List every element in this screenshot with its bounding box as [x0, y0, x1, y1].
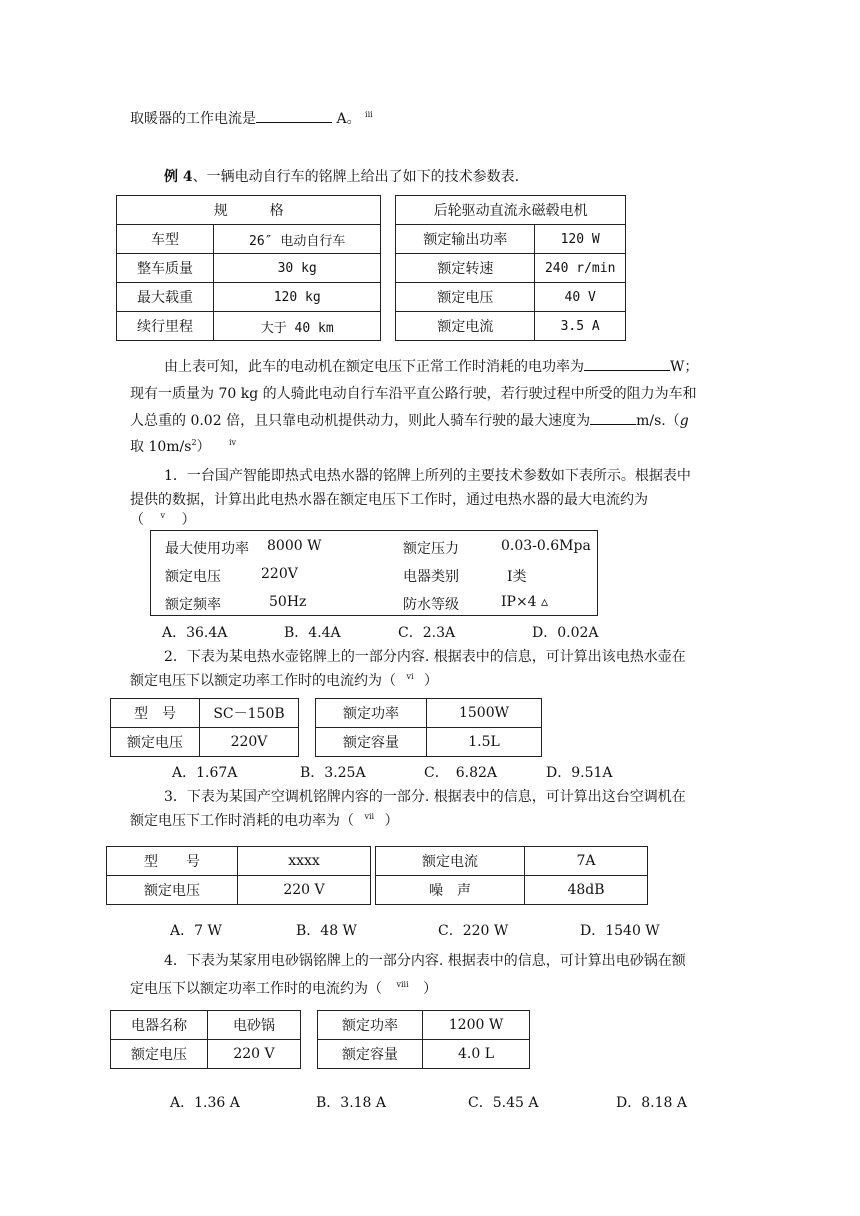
- spec-label: 电器类别: [403, 569, 459, 585]
- table-cell: 额定功率: [316, 699, 427, 728]
- example-label: 例 4: [164, 169, 193, 185]
- ex4-para-line2: [130, 383, 697, 403]
- table-header-right: 后轮驱动直流永磁毂电机: [396, 196, 626, 225]
- table-cell: 额定电流: [396, 312, 535, 341]
- superscript: 2: [191, 438, 197, 447]
- top-line: [130, 108, 373, 128]
- question-text: 定电压下以额定功率工作时的电流约为（: [130, 981, 382, 997]
- table-cell: 额定容量: [318, 1040, 423, 1069]
- spec-value: 0.03-0.6Mpa: [501, 538, 591, 554]
- table-cell: 额定功率: [318, 1011, 423, 1040]
- para-text: m/s.（: [636, 413, 680, 429]
- spec-label: 额定电压: [165, 569, 221, 585]
- table-cell: 120 kg: [214, 283, 381, 312]
- endnote-marker: iii: [365, 110, 373, 119]
- table-cell: 型 号: [107, 847, 238, 876]
- para-text: g: [679, 413, 689, 429]
- table-cell: 1500W: [427, 699, 542, 728]
- paren: ）: [423, 981, 438, 997]
- table-cell: 220 V: [208, 1040, 301, 1069]
- aircon-spec-table: [106, 846, 648, 905]
- option-c[interactable]: C．2.3A: [398, 625, 456, 641]
- para-text: ）: [196, 439, 211, 455]
- option-c[interactable]: C．5.45 A: [468, 1095, 539, 1111]
- ex4-para-line3: [130, 410, 689, 430]
- table-cell: 30 kg: [214, 254, 381, 283]
- table-cell: 40 V: [535, 283, 626, 312]
- kettle-spec-table: [110, 698, 542, 757]
- table-divider: [301, 1040, 318, 1069]
- table-cell: 噪 声: [376, 876, 525, 905]
- option-a[interactable]: A．1.67A: [172, 765, 238, 781]
- answer-blank: [590, 410, 636, 425]
- table-cell: 120 W: [535, 225, 626, 254]
- table-header-left: 规 格: [117, 196, 381, 225]
- table-cell: SC－150B: [200, 699, 299, 728]
- option-d[interactable]: D．0.02A: [532, 625, 599, 641]
- option-c[interactable]: C．220 W: [438, 923, 509, 939]
- spec-label: 额定频率: [165, 597, 221, 613]
- table-cell: 额定电压: [111, 1040, 208, 1069]
- table-divider: [381, 225, 396, 254]
- table-cell: 额定电压: [396, 283, 535, 312]
- option-a[interactable]: A．7 W: [170, 923, 222, 939]
- top-line-unit: A。: [336, 111, 361, 127]
- table-row: [111, 1011, 530, 1040]
- table-row: [117, 283, 626, 312]
- table-row: [107, 876, 648, 905]
- spec-label: 最大使用功率: [165, 541, 249, 557]
- q4-line2: [130, 978, 437, 998]
- option-b[interactable]: B．4.4A: [284, 625, 341, 641]
- water-heater-spec-box: [150, 530, 598, 616]
- example-text: 、一辆电动自行车的铭牌上给出了如下的技术参数表.: [192, 169, 520, 185]
- table-cell: 型 号: [111, 699, 200, 728]
- table-cell: 额定输出功率: [396, 225, 535, 254]
- table-row: [117, 225, 626, 254]
- paren: ）: [181, 512, 196, 528]
- table-cell: 3.5 A: [535, 312, 626, 341]
- q3-line1: 3．下表为某国产空调机铭牌内容的一部分. 根据表中的信息，可计算出这台空调机在: [164, 789, 686, 805]
- option-d[interactable]: D．9.51A: [546, 765, 613, 781]
- para-text: 现有一质量为 70 kg 的人骑此电动自行车沿平直公路行驶，若行驶过程中所受的阻力为车和: [130, 386, 697, 402]
- para-text: 人总重的 0.02 倍，且只靠电动机提供动力，则此人骑车行驶的最大速度为: [130, 413, 591, 429]
- table-cell: 电砂锅: [208, 1011, 301, 1040]
- table-divider: [299, 699, 316, 728]
- option-a[interactable]: A．1.36 A: [170, 1095, 240, 1111]
- table-cell: 额定电压: [107, 876, 238, 905]
- table-cell: 额定容量: [316, 728, 427, 757]
- table-cell: 车型: [117, 225, 214, 254]
- table-cell: 续行里程: [117, 312, 214, 341]
- table-row: [111, 699, 542, 728]
- table-cell: 大于 40 km: [214, 312, 381, 341]
- table-cell: 240 r/min: [535, 254, 626, 283]
- table-row: [107, 847, 648, 876]
- answer-blank: [584, 356, 670, 371]
- table-row: [117, 312, 626, 341]
- table-cell: 220 V: [238, 876, 371, 905]
- table-cell: 220V: [200, 728, 299, 757]
- table-divider: [381, 254, 396, 283]
- spec-value: IP×4 ▵: [501, 594, 549, 610]
- paren: （: [130, 512, 144, 528]
- question-text: 额定电压下以额定功率工作时的电流约为（: [130, 673, 396, 689]
- table-cell: 48dB: [525, 876, 648, 905]
- endnote-marker: viii: [396, 980, 409, 989]
- top-line-text: 取暖器的工作电流是: [130, 111, 256, 127]
- q2-line2: [130, 670, 438, 690]
- option-b[interactable]: B．3.25A: [300, 765, 366, 781]
- paren: ）: [423, 673, 438, 689]
- table-divider: [301, 1011, 318, 1040]
- endnote-marker: vii: [364, 812, 375, 821]
- table-row: [117, 254, 626, 283]
- cooker-spec-table: [110, 1010, 530, 1069]
- table-cell: 额定转速: [396, 254, 535, 283]
- paren: ）: [384, 813, 399, 829]
- table-divider: [381, 283, 396, 312]
- table-cell: 整车质量: [117, 254, 214, 283]
- table-divider: [381, 312, 396, 341]
- q4-line1: 4．下表为某家用电砂锅铭牌上的一部分内容. 根据表中的信息，可计算出电砂锅在额: [164, 953, 686, 969]
- spec-value: 220V: [261, 566, 298, 582]
- table-row: [111, 728, 542, 757]
- ex4-para-line4: [130, 436, 236, 456]
- option-a[interactable]: A．36.4A: [162, 625, 228, 641]
- table-cell: 额定电流: [376, 847, 525, 876]
- spec-label: 额定压力: [403, 541, 459, 557]
- endnote-marker: iv: [229, 438, 237, 447]
- table-cell: 4.0 L: [423, 1040, 530, 1069]
- ex4-para-line1: [164, 356, 698, 376]
- table-cell: 1200 W: [423, 1011, 530, 1040]
- example-4-heading: [164, 166, 519, 186]
- endnote-marker: vi: [406, 672, 414, 681]
- para-text: W；: [670, 359, 699, 375]
- option-d[interactable]: D．8.18 A: [616, 1095, 687, 1111]
- spec-value: 50Hz: [269, 594, 307, 610]
- table-row: [111, 1040, 530, 1069]
- q1-line2: 提供的数据，计算出此电热水器在额定电压下工作时，通过电热水器的最大电流约为: [130, 492, 648, 508]
- spec-value: 8000 W: [267, 538, 322, 554]
- option-b[interactable]: B．3.18 A: [316, 1095, 387, 1111]
- option-b[interactable]: B．48 W: [296, 923, 357, 939]
- option-c[interactable]: C． 6.82A: [424, 765, 497, 781]
- endnote-marker: v: [160, 511, 165, 520]
- table-cell: 1.5L: [427, 728, 542, 757]
- q3-line2: [130, 810, 399, 830]
- table-cell: 最大载重: [117, 283, 214, 312]
- para-text: 取 10m/s: [130, 439, 192, 455]
- table-cell: 7A: [525, 847, 648, 876]
- table-divider: [381, 196, 396, 225]
- answer-blank: [256, 108, 332, 123]
- option-d[interactable]: D．1540 W: [580, 923, 660, 939]
- table-cell: 26″ 电动自行车: [214, 225, 381, 254]
- table-cell: 额定电压: [111, 728, 200, 757]
- spec-label: 防水等级: [403, 597, 459, 613]
- spec-value: Ⅰ类: [507, 569, 527, 585]
- bike-spec-table: [116, 195, 626, 341]
- q2-line1: 2．下表为某电热水壶铭牌上的一部分内容. 根据表中的信息，可计算出该电热水壶在: [164, 649, 686, 665]
- table-cell: xxxx: [238, 847, 371, 876]
- q1-paren: [130, 509, 195, 529]
- table-cell: 电器名称: [111, 1011, 208, 1040]
- table-divider: [299, 728, 316, 757]
- para-text: 由上表可知，此车的电动机在额定电压下正常工作时消耗的电功率为: [164, 359, 584, 375]
- q1-line1: 1．一台国产智能即热式电热水器的铭牌上所列的主要技术参数如下表所示。根据表中: [164, 468, 691, 484]
- question-text: 额定电压下工作时消耗的电功率为（: [130, 813, 354, 829]
